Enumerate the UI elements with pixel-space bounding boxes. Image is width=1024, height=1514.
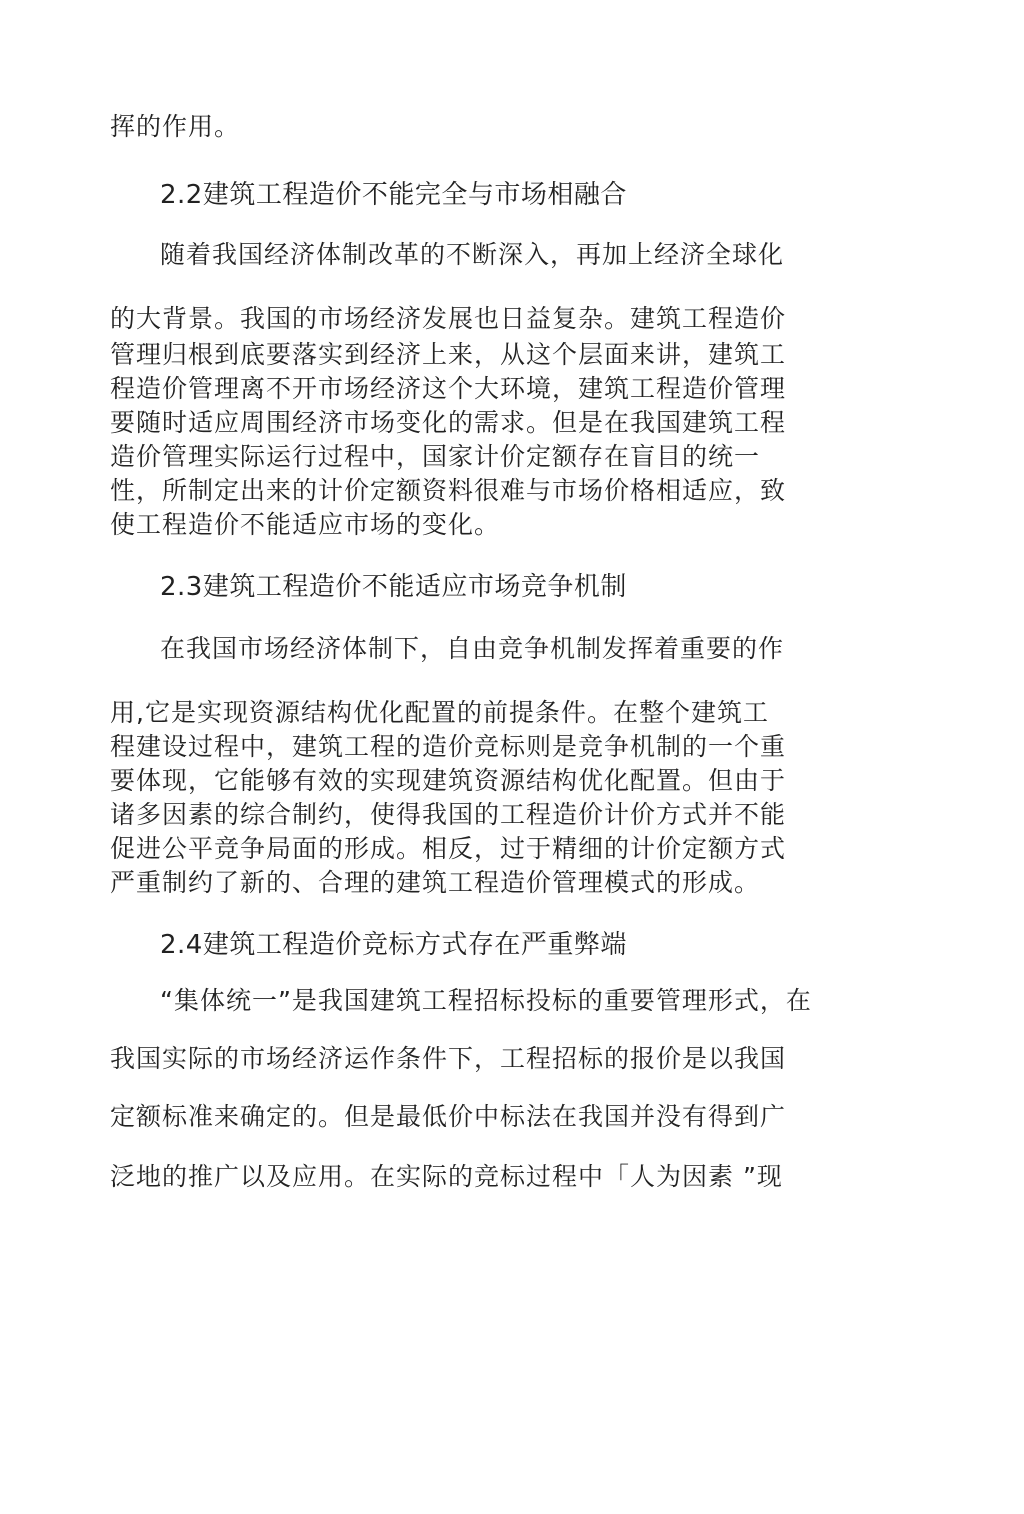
body-text-line: 随着我国经济体制改革的不断深入，再加上经济全球化 (160, 240, 785, 269)
body-text-line: 要随时适应周围经济市场变化的需求。但是在我国建筑工程 (110, 408, 787, 437)
body-text-line: 的大背景。我国的市场经济发展也日益复杂。建筑工程造价 (110, 304, 787, 333)
body-text-line: 在我国市场经济体制下，自由竞争机制发挥着重要的作 (160, 634, 785, 663)
body-text-line: 挥的作用。 (110, 112, 241, 141)
body-text-line: 程建设过程中，建筑工程的造价竞标则是竞争机制的一个重 (110, 732, 787, 761)
body-text-line: “集体统一”是我国建筑工程招标投标的重要管理形式，在 (160, 986, 812, 1015)
body-text-line: 管理归根到底要落实到经济上来，从这个层面来讲，建筑工 (110, 340, 787, 369)
section-heading-2-4: 2.4建筑工程造价竞标方式存在严重弊端 (160, 930, 627, 960)
section-heading-2-3: 2.3建筑工程造价不能适应市场竞争机制 (160, 572, 627, 602)
body-text-line: 造价管理实际运行过程中，国家计价定额存在盲目的统一 (110, 442, 761, 471)
section-heading-2-2: 2.2建筑工程造价不能完全与市场相融合 (160, 180, 627, 210)
body-text-line: 定额标准来确定的。但是最低价中标法在我国并没有得到广 (110, 1102, 787, 1131)
body-text-line: 泛地的推广以及应用。在实际的竞标过程中「人为因素 ”现 (110, 1162, 783, 1191)
body-text-line: 促进公平竞争局面的形成。相反，过于精细的计价定额方式 (110, 834, 787, 863)
body-text-line: 严重制约了新的、合理的建筑工程造价管理模式的形成。 (110, 868, 761, 897)
body-text-line: 性，所制定出来的计价定额资料很难与市场价格相适应，致 (110, 476, 787, 505)
body-text-line: 程造价管理离不开市场经济这个大环境，建筑工程造价管理 (110, 374, 787, 403)
body-text-line: 用,它是实现资源结构优化配置的前提条件。在整个建筑工 (110, 698, 769, 727)
body-text-line: 我国实际的市场经济运作条件下，工程招标的报价是以我国 (110, 1044, 787, 1073)
body-text-line: 使工程造价不能适应市场的变化。 (110, 510, 501, 539)
body-text-line: 诸多因素的综合制约，使得我国的工程造价计价方式并不能 (110, 800, 787, 829)
body-text-line: 要体现，它能够有效的实现建筑资源结构优化配置。但由于 (110, 766, 787, 795)
